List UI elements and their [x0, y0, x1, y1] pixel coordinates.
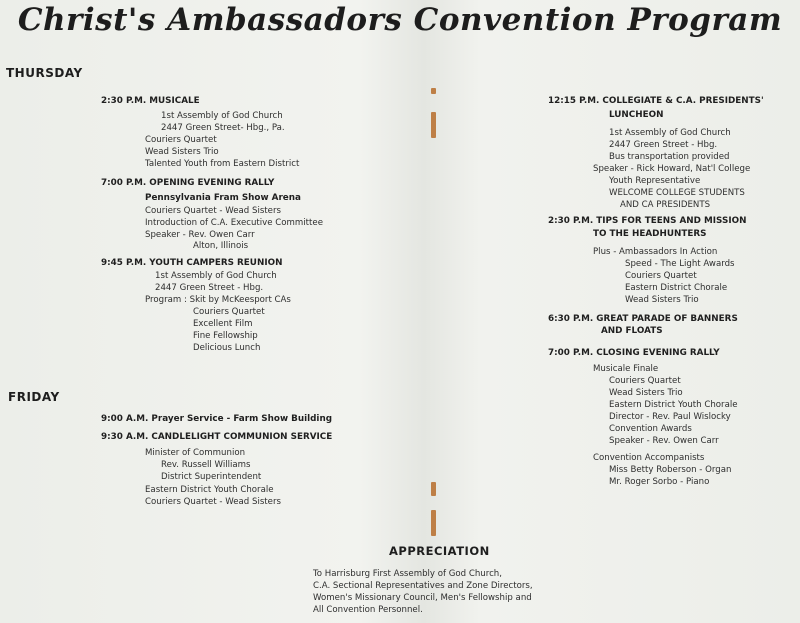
appreciation-line: C.A. Sectional Representatives and Zone Directors,: [313, 581, 533, 591]
luncheon-heading-2: LUNCHEON: [609, 110, 664, 120]
communion-line: Couriers Quartet - Wead Sisters: [145, 497, 281, 507]
tips-line: Eastern District Chorale: [625, 283, 728, 293]
luncheon-line: 2447 Green Street - Hbg.: [609, 140, 718, 150]
campers-line: Delicious Lunch: [193, 343, 261, 353]
musicale-line: Wead Sisters Trio: [145, 147, 219, 157]
opening-rally-heading: 7:00 P.M. OPENING EVENING RALLY: [101, 178, 275, 188]
appreciation-line: To Harrisburg First Assembly of God Church,: [313, 569, 502, 579]
tips-line: Wead Sisters Trio: [625, 295, 699, 305]
opening-rally-line: Alton, Illinois: [193, 241, 249, 251]
tips-heading-2: TO THE HEADHUNTERS: [593, 229, 707, 239]
opening-rally-line: Introduction of C.A. Executive Committee: [145, 218, 323, 228]
communion-line: District Superintendent: [161, 472, 262, 482]
appreciation-line: All Convention Personnel.: [313, 605, 423, 615]
campers-line: Program : Skit by McKeesport CAs: [145, 295, 291, 305]
appreciation-heading: APPRECIATION: [389, 544, 490, 558]
campers-line: 1st Assembly of God Church: [155, 271, 277, 281]
appreciation-line: Women's Missionary Council, Men's Fellowship and: [313, 593, 532, 603]
tips-line: Plus - Ambassadors In Action: [593, 247, 718, 257]
campers-line: Couriers Quartet: [193, 307, 265, 317]
luncheon-heading: 12:15 P.M. COLLEGIATE & C.A. PRESIDENTS': [548, 96, 764, 106]
fold-staple-bottom: [430, 482, 438, 538]
closing-line: Eastern District Youth Chorale: [609, 400, 738, 410]
communion-line: Minister of Communion: [145, 448, 246, 458]
opening-rally-line: Couriers Quartet - Wead Sisters: [145, 206, 281, 216]
communion-line: Eastern District Youth Chorale: [145, 485, 274, 495]
luncheon-line: Bus transportation provided: [609, 152, 730, 162]
tips-line: Speed - The Light Awards: [625, 259, 735, 269]
campers-reunion-heading: 9:45 P.M. YOUTH CAMPERS REUNION: [101, 258, 283, 268]
tips-line: Couriers Quartet: [625, 271, 697, 281]
musicale-line: Talented Youth from Eastern District: [145, 159, 300, 169]
campers-line: Fine Fellowship: [193, 331, 258, 341]
closing-rally-heading: 7:00 P.M. CLOSING EVENING RALLY: [548, 348, 720, 358]
closing-line: Musicale Finale: [593, 364, 659, 374]
campers-line: Excellent Film: [193, 319, 253, 329]
musicale-line: 2447 Green Street- Hbg., Pa.: [161, 123, 285, 133]
campers-line: 2447 Green Street - Hbg.: [155, 283, 264, 293]
closing-line: Convention Awards: [609, 424, 692, 434]
parade-heading-2: AND FLOATS: [601, 326, 663, 336]
luncheon-line: WELCOME COLLEGE STUDENTS: [609, 188, 745, 198]
luncheon-line: Youth Representative: [609, 176, 701, 186]
musicale-line: 1st Assembly of God Church: [161, 111, 283, 121]
closing-line: Convention Accompanists: [593, 453, 705, 463]
opening-rally-venue: Pennsylvania Fram Show Arena: [145, 193, 301, 203]
tips-heading: 2:30 P.M. TIPS FOR TEENS AND MISSION: [548, 216, 747, 226]
closing-line: Wead Sisters Trio: [609, 388, 683, 398]
closing-line: Speaker - Rev. Owen Carr: [609, 436, 719, 446]
opening-rally-line: Speaker - Rev. Owen Carr: [145, 230, 255, 240]
communion-line: Rev. Russell Williams: [161, 460, 251, 470]
thursday-heading: THURSDAY: [6, 66, 83, 80]
luncheon-line: AND CA PRESIDENTS: [620, 200, 711, 210]
parade-heading: 6:30 P.M. GREAT PARADE OF BANNERS: [548, 314, 738, 324]
closing-line: Miss Betty Roberson - Organ: [609, 465, 732, 475]
closing-line: Director - Rev. Paul Wislocky: [609, 412, 731, 422]
closing-line: Mr. Roger Sorbo - Piano: [609, 477, 710, 487]
communion-heading: 9:30 A.M. CANDLELIGHT COMMUNION SERVICE: [101, 432, 333, 442]
friday-heading: FRIDAY: [8, 390, 60, 404]
musicale-line: Couriers Quartet: [145, 135, 217, 145]
luncheon-line: Speaker - Rick Howard, Nat'l College: [593, 164, 751, 174]
prayer-service: 9:00 A.M. Prayer Service - Farm Show Building: [101, 414, 333, 424]
fold-staple-top: [430, 88, 438, 148]
program-title: Christ's Ambassadors Convention Program: [17, 2, 783, 38]
closing-line: Couriers Quartet: [609, 376, 681, 386]
musicale-heading: 2:30 P.M. MUSICALE: [101, 96, 200, 106]
luncheon-line: 1st Assembly of God Church: [609, 128, 731, 138]
